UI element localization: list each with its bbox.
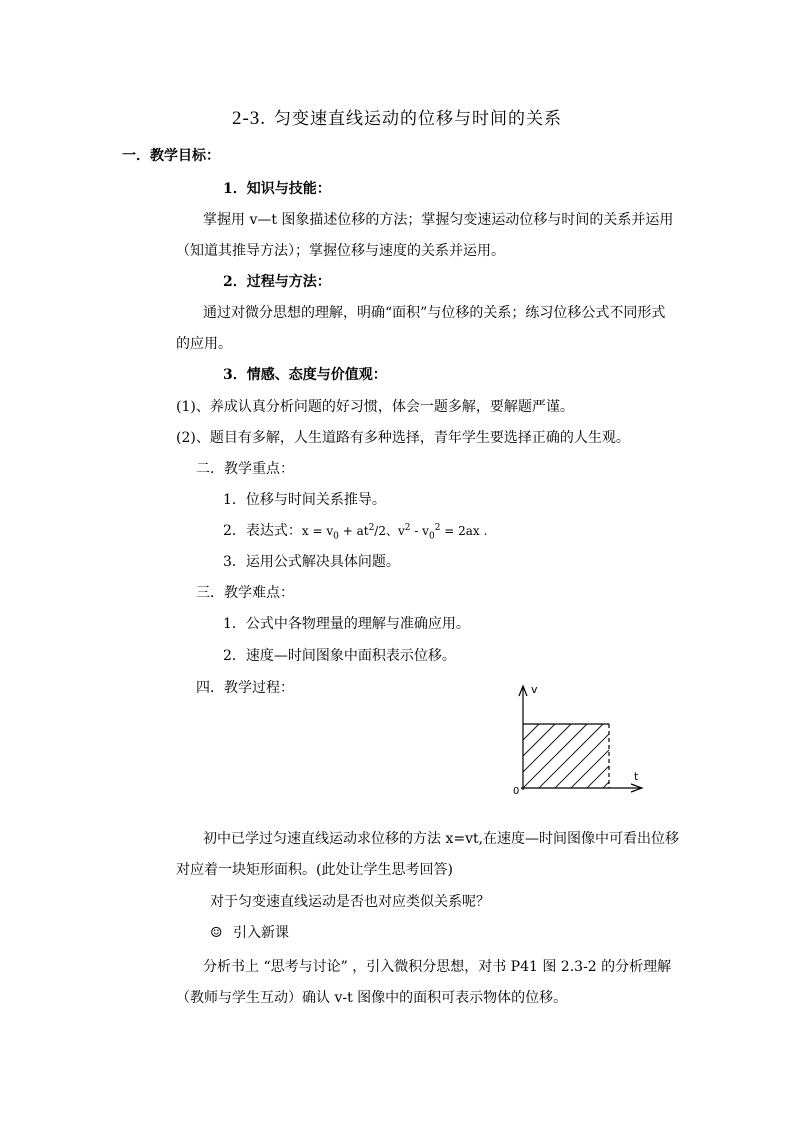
sub2-line2: 的应用。 [176, 336, 232, 352]
sub-heading-3: 3．情感、态度与价值观： [223, 367, 387, 383]
section-3-heading: 三．教学难点： [196, 585, 294, 601]
formula-prefix: 2．表达式： [223, 523, 302, 539]
x-axis-label: t [634, 770, 639, 783]
section-1-heading: 一．教学目标： [122, 148, 220, 164]
new-lesson-line [210, 922, 289, 942]
sub1-line1: 掌握用 v—t 图象描述位移的方法；掌握匀变速运动位移与时间的关系并运用 [203, 212, 674, 228]
sub-heading-1: 1．知识与技能： [223, 181, 331, 197]
area-hatching [523, 724, 650, 792]
y-axis-label: v [531, 683, 538, 696]
title-number: 2-3. [231, 108, 267, 129]
smiley-icon: ☺ [210, 925, 223, 941]
para2: 对于匀变速直线运动是否也对应类似关系呢？ [210, 894, 490, 910]
sub3-item2: (2)、题目有多解，人生道路有多种选择，青年学生要选择正确的人生观。 [176, 430, 630, 446]
section2-item3: 3．运用公式解决具体问题。 [223, 554, 400, 570]
section-2-heading: 二．教学重点： [196, 461, 294, 477]
origin-label: 0 [513, 786, 520, 797]
sub1-line2: （知道其推导方法）；掌握位移与速度的关系并运用。 [176, 243, 505, 259]
section2-item2 [223, 520, 487, 541]
title-text: 匀变速直线运动的位移与时间的关系 [274, 109, 563, 129]
sub3-item1: (1)、养成认真分析问题的好习惯，体会一题多解，要解题严谨。 [176, 399, 574, 415]
sub2-line1: 通过对微分思想的理解，明确“面积”与位移的关系；练习位移公式不同形式 [203, 305, 666, 321]
new-lesson-text: 引入新课 [233, 925, 290, 941]
para1-line1: 初中已学过匀速直线运动求位移的方法 x=vt,在速度—时间图像中可看出位移 [203, 831, 680, 847]
section-4-heading: 四．教学过程： [196, 680, 294, 696]
para3-line1: 分析书上 “思考与讨论” ，引入微积分思想，对书 P41 图 2.3-2 的分析理解 [203, 959, 672, 975]
sub-heading-2: 2．过程与方法： [223, 274, 331, 290]
formula: $x = v_0 + at^2/2$、$v^2 - v_0^2 = 2ax$ . [301, 523, 488, 542]
section3-item1: 1．公式中各物理量的理解与准确应用。 [223, 616, 470, 632]
section3-item2: 2．速度—时间图象中面积表示位移。 [223, 648, 456, 664]
page-title [0, 104, 794, 130]
para3-line2: （教师与学生互动）确认 v-t 图像中的面积可表示物体的位移。 [176, 990, 568, 1006]
vt-graph [505, 680, 650, 800]
section2-item1: 1．位移与时间关系推导。 [223, 492, 386, 508]
para1-line2: 对应着一块矩形面积。(此处让学生思考回答) [176, 862, 453, 878]
